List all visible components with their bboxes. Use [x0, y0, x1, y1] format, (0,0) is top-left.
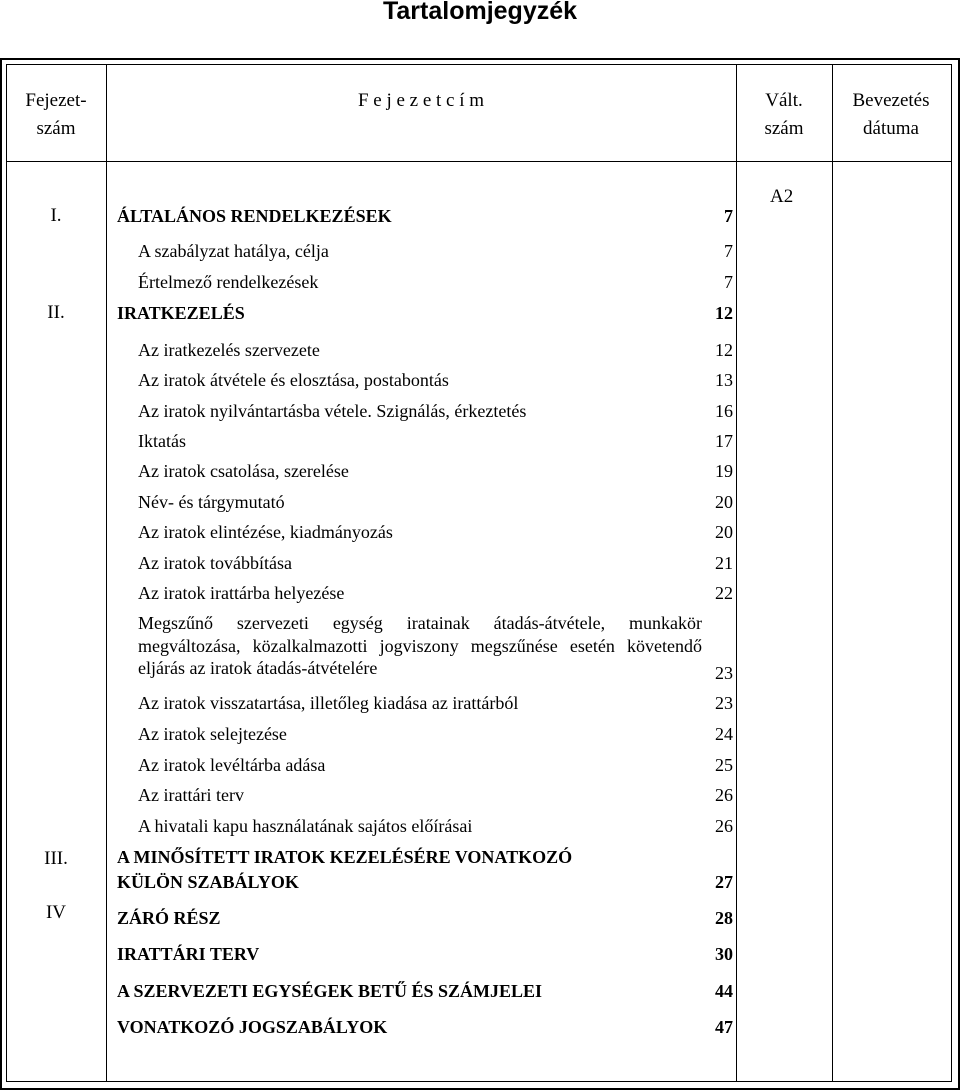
chapter-title-line-2: KÜLÖN SZABÁLYOK	[117, 872, 299, 892]
column-divider	[736, 64, 737, 1081]
chapter-title-line-1: A MINŐSÍTETT IRATOK KEZELÉSÉRE VONATKOZÓ	[117, 847, 573, 867]
column-divider	[832, 64, 833, 1081]
section-page: 20	[715, 522, 733, 542]
section-title: Megszűnő szervezeti egység iratainak átadás-átvétele, munkakör megváltozása, közalkalmazotti jogviszony megszűnése esetén követendő eljárás az iratok átadás-átvételére	[138, 613, 702, 678]
chapter-number: II.	[47, 302, 65, 323]
section-title: A hivatali kapu használatának sajátos előírásai	[138, 816, 473, 836]
chapter-number: IV	[45, 902, 67, 923]
section-page: 17	[715, 431, 733, 451]
section-title: Az iratok elintézése, kiadmányozás	[138, 522, 393, 542]
chapter-page: 27	[715, 872, 733, 892]
chapter-page: 28	[715, 908, 733, 928]
chapter-title: ZÁRÓ RÉSZ	[117, 908, 221, 928]
header-introduction-date: Bevezetés dátuma	[852, 90, 930, 139]
section-title: Az irattári terv	[138, 785, 244, 805]
section-page: 22	[715, 583, 733, 603]
section-title: Az iratok irattárba helyezése	[138, 583, 345, 603]
section-page: 24	[715, 724, 733, 744]
section-title: Az iratok csatolása, szerelése	[138, 461, 349, 481]
section-page: 26	[715, 785, 733, 805]
version-label: A2	[770, 186, 794, 207]
page-title: Tartalomjegyzék	[382, 0, 578, 25]
header-chapter-title: F e j e z e t c í m	[357, 90, 485, 111]
section-title: Az iratok selejtezése	[138, 724, 287, 744]
section-title: A szabályzat hatálya, célja	[138, 241, 329, 261]
appendix-page: 47	[715, 1017, 733, 1037]
section-page: 12	[715, 340, 733, 360]
section-page: 16	[715, 401, 733, 421]
appendix-title: VONATKOZÓ JOGSZABÁLYOK	[117, 1017, 388, 1037]
section-title: Név- és tárgymutató	[138, 492, 285, 512]
section-title: Az iratok átvétele és elosztása, postabontás	[138, 370, 449, 390]
appendix-page: 30	[715, 944, 733, 964]
chapter-title: IRATKEZELÉS	[117, 303, 245, 323]
section-title: Értelmező rendelkezések	[138, 272, 319, 292]
section-title: Iktatás	[138, 431, 186, 451]
section-page: 26	[715, 816, 733, 836]
section-page: 7	[724, 272, 733, 292]
header-version-number: Vált. szám	[764, 90, 804, 139]
section-page: 25	[715, 755, 733, 775]
section-title: Az iratkezelés szervezete	[138, 340, 320, 360]
section-title: Az iratok visszatartása, illetőleg kiadása az irattárból	[138, 693, 519, 713]
section-page: 13	[715, 370, 733, 390]
header-chapter-number: Fejezet- szám	[25, 90, 87, 139]
chapter-page: 7	[724, 206, 733, 226]
section-page: 7	[724, 241, 733, 261]
header-divider	[6, 161, 951, 162]
chapter-number: I.	[50, 205, 62, 226]
appendix-title: IRATTÁRI TERV	[117, 944, 260, 964]
section-title: Az iratok nyilvántartásba vétele. Szignálás, érkeztetés	[138, 401, 527, 421]
section-page: 19	[715, 461, 733, 481]
section-page: 21	[715, 553, 733, 573]
chapter-page: 12	[715, 303, 733, 323]
section-page: 23	[715, 663, 733, 683]
chapter-title: ÁLTALÁNOS RENDELKEZÉSEK	[117, 206, 392, 226]
chapter-number: III.	[44, 848, 68, 869]
column-divider	[106, 64, 107, 1081]
section-page: 20	[715, 492, 733, 512]
appendix-title: A SZERVEZETI EGYSÉGEK BETŰ ÉS SZÁMJELEI	[117, 981, 543, 1001]
section-title: Az iratok továbbítása	[138, 553, 292, 573]
section-title: Az iratok levéltárba adása	[138, 755, 326, 775]
appendix-page: 44	[715, 981, 733, 1001]
section-page: 23	[715, 693, 733, 713]
